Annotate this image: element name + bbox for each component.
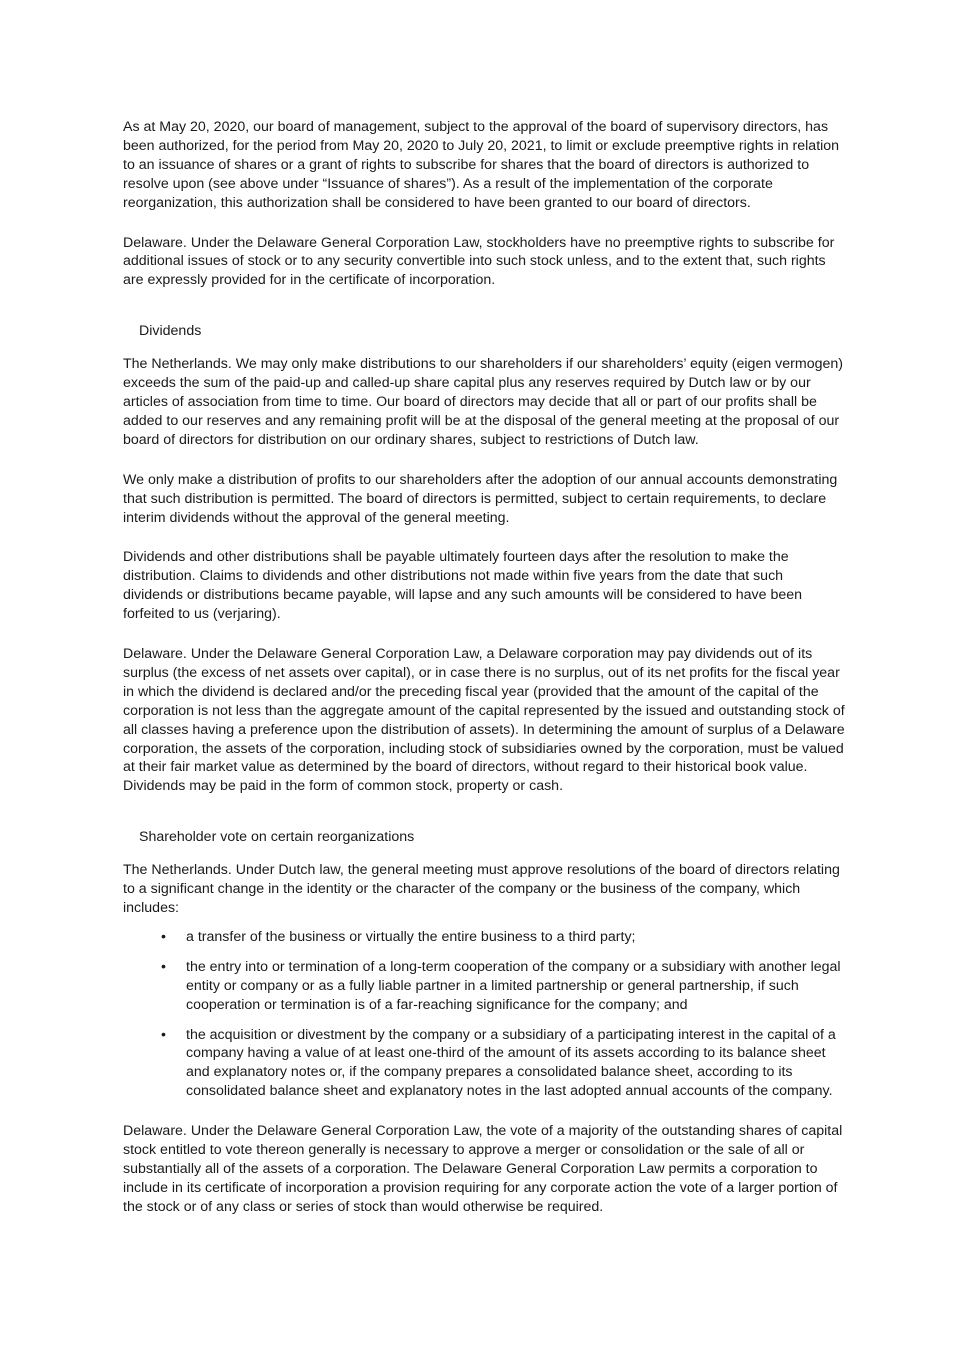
list-item-text: the entry into or termination of a long-term cooperation of the company or a subsidiary with another legal entity or company or as a fully liable partner in a limited partnership or general partnership, if such cooperation or termination is of a far-reaching significance for the company; and bbox=[186, 958, 841, 1013]
list-item bbox=[123, 958, 845, 1015]
dividends-delaware-paragraph: Delaware. Under the Delaware General Corporation Law, a Delaware corporation may pay dividends out of its surplus (the excess of net assets over capital), or in case there is no surplus, out of its net profits for the fiscal year in which the dividend is declared and/or the preceding fiscal year (provided that the amount of the capital of the corporation is not less than the aggregate amount of the capital represented by the issued and outstanding stock of all classes having a preference upon the distribution of assets). In determining the amount of surplus of a Delaware corporation, the assets of the corporation, including stock of subsidiaries owned by the corporation, must be valued at their fair market value as determined by the board of directors, without regard to their historical book value. Dividends may be paid in the form of common stock, property or cash. bbox=[123, 646, 845, 795]
dividends-netherlands-paragraph: The Netherlands. We may only make distributions to our shareholders if our shareholders’ equity (eigen vermogen) exceeds the sum of the paid-up and called-up share capital plus any reserves required by Dutch law or by our articles of association from time to time. Our board of directors may decide that all or part of our profits shall be added to our reserves and any remaining profit will be at the disposal of the general meeting at the proposal of our board of directors for distribution on our ordinary shares, subject to restrictions of Dutch law. bbox=[123, 356, 843, 448]
bullet-icon: • bbox=[161, 1026, 166, 1043]
list-item bbox=[123, 1026, 845, 1102]
document-page bbox=[123, 118, 845, 1238]
list-item-text: the acquisition or divestment by the company or a subsidiary of a participating interest in the capital of a company having a value of at least one-third of the amount of its assets according to its balance sheet and explanatory notes or, if the company prepares a consolidated balance sheet, according to its consolidated balance sheet and explanatory notes in the last adopted annual accounts of the company. bbox=[186, 1026, 836, 1100]
reorganizations-netherlands-paragraph: The Netherlands. Under Dutch law, the general meeting must approve resolutions of the board of directors relating to a significant change in the identity or the character of the company or the business of the company, which includes: bbox=[123, 862, 840, 916]
list-item-text: a transfer of the business or virtually the entire business to a third party; bbox=[186, 928, 636, 945]
dividends-distribution-paragraph: We only make a distribution of profits to our shareholders after the adoption of our annual accounts demonstrating that such distribution is permitted. The board of directors is permitted, subject to certain requirements, to declare interim dividends without the approval of the general meeting. bbox=[123, 471, 838, 526]
bullet-icon: • bbox=[161, 928, 166, 945]
reorganizations-heading: Shareholder vote on certain reorganizations bbox=[139, 829, 415, 846]
dividends-payable-paragraph: Dividends and other distributions shall be payable ultimately fourteen days after the resolution to make the distribution. Claims to dividends and other distributions not made within five years from the date that such dividends or distributions became payable, will lapse and any such amounts will be considered to have been forfeited to us (verjaring). bbox=[123, 549, 803, 623]
preemptive-rights-delaware-paragraph: Delaware. Under the Delaware General Corporation Law, stockholders have no preemptive rights to subscribe for additional issues of stock or to any security convertible into such stock unless, and to the extent that, such rights are expressly provided for in the certificate of incorporation. bbox=[123, 234, 835, 289]
bullet-icon: • bbox=[161, 958, 166, 975]
list-item bbox=[123, 928, 845, 947]
preemptive-rights-authorization-paragraph: As at May 20, 2020, our board of management, subject to the approval of the board of supervisory directors, has been authorized, for the period from May 20, 2020 to July 20, 2021, to limit or exclude preemptive rights in relation to an issuance of shares or a grant of rights to subscribe for shares that the board of directors is authorized to resolve upon (see above under “Issuance of shares”). As a result of the implementation of the corporate reorganization, this authorization shall be considered to have been granted to our board of directors. bbox=[123, 119, 840, 211]
reorganizations-bullet-list bbox=[123, 928, 845, 1101]
reorganizations-delaware-paragraph: Delaware. Under the Delaware General Corporation Law, the vote of a majority of the outstanding shares of capital stock entitled to vote thereon generally is necessary to approve a merger or consolidation or the sale of all or substantially all of the assets of a corporation. The Delaware General Corporation Law permits a corporation to include in its certificate of incorporation a provision requiring for any corporate action the vote of a larger portion of the stock or of any class or series of stock than would otherwise be required. bbox=[123, 1123, 843, 1215]
dividends-heading: Dividends bbox=[139, 323, 202, 340]
